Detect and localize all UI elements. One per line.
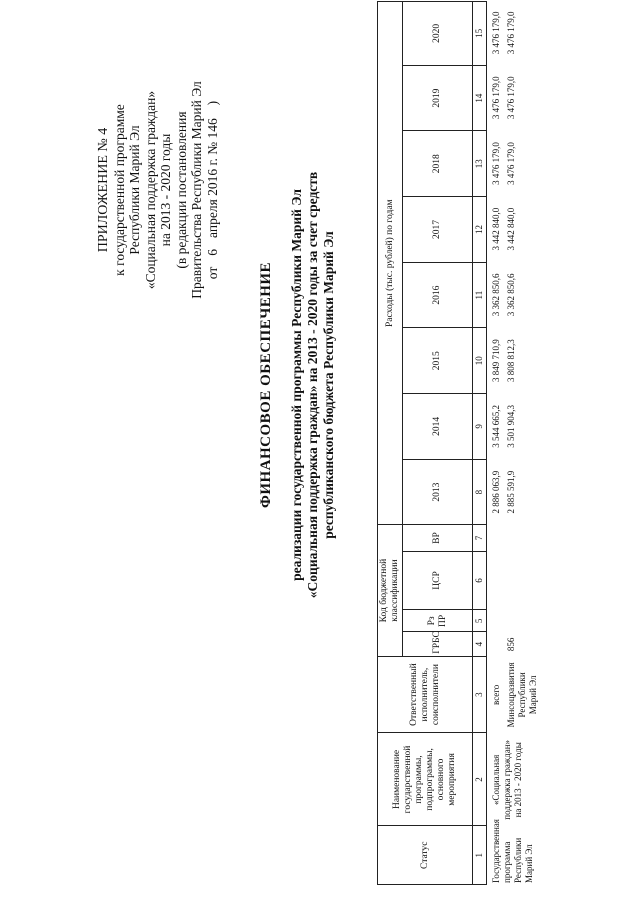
document-subtitle: республиканского бюджета Республики Марий Эл	[321, 231, 336, 539]
header-vr: ВР	[403, 525, 473, 551]
value-total-2015: 3 849 710,9	[491, 339, 501, 383]
col-number: 1	[473, 826, 487, 885]
col-number: 8	[473, 459, 487, 525]
header-budget-code: Код бюджетной классификации	[378, 525, 403, 656]
value-total-2020: 3 476 179,0	[491, 11, 501, 55]
row-name: «Социальная поддержка граждан» на 2013 - 2020 годы	[491, 739, 523, 820]
value-exec-2017: 3 442 840,0	[506, 207, 516, 251]
value-total-2016: 3 362 850,6	[491, 273, 501, 317]
value-exec-2020: 3 476 179,0	[506, 11, 516, 55]
appendix-line: Правительства Республики Марий Эл	[189, 81, 204, 299]
header-status: Статус	[378, 826, 473, 885]
document-subtitle: реализации государственной программы Республики Марий Эл	[289, 189, 304, 581]
table-row	[489, 1, 504, 885]
appendix-date-line	[205, 30, 221, 350]
header-year-2017: 2017	[403, 197, 473, 263]
row-grbs: 856	[506, 637, 516, 652]
appendix-line: «Социальная поддержка граждан»	[142, 90, 158, 290]
value-exec-2014: 3 501 904,3	[506, 405, 516, 448]
header-grbs: ГРБС	[403, 632, 473, 656]
col-number: 10	[473, 328, 487, 394]
document-title: ФИНАНСОВОЕ ОБЕСПЕЧЕНИЕ	[258, 261, 274, 509]
value-exec-2015: 3 808 812,3	[506, 339, 516, 383]
col-number: 13	[473, 131, 487, 197]
date-close: )	[204, 100, 220, 106]
appendix-line: Республики Марий Эл	[127, 125, 142, 255]
header-year-2018: 2018	[403, 131, 473, 197]
value-exec-2013: 2 885 591,9	[506, 470, 516, 514]
date-prefix: от	[204, 266, 220, 280]
document-subtitle: «Социальная поддержка граждан» на 2013 - 2020 годы за счет средств	[305, 171, 320, 599]
appendix-line: (в редакции постановления	[173, 111, 189, 269]
header-year-2015: 2015	[403, 328, 473, 394]
header-csr: ЦСР	[403, 551, 473, 610]
col-number: 2	[473, 733, 487, 826]
value-exec-2019: 3 476 179,0	[506, 76, 516, 120]
appendix-number: ПРИЛОЖЕНИЕ № 4	[96, 127, 111, 253]
header-name: Наименование государственной программы, подпрограммы, основного мероприятия	[378, 733, 473, 826]
col-number: 14	[473, 65, 487, 131]
value-exec-2016: 3 362 850,6	[506, 273, 516, 317]
appendix-block	[96, 30, 220, 350]
col-number: 12	[473, 197, 487, 263]
value-exec-2018: 3 476 179,0	[506, 142, 516, 185]
value-total-2017: 3 442 840,0	[491, 207, 501, 251]
row-executor-total: всего	[491, 684, 501, 705]
col-number: 11	[473, 262, 487, 328]
header-rzpr: Рз ПР	[403, 610, 473, 632]
col-number: 3	[473, 656, 487, 733]
finance-table-header	[377, 1, 487, 885]
value-total-2013: 2 886 063,9	[491, 470, 501, 514]
date-rest: апреля 2016 г. №	[204, 141, 220, 238]
header-year-2016: 2016	[403, 262, 473, 328]
header-year-2014: 2014	[403, 394, 473, 460]
col-number: 6	[473, 551, 487, 610]
header-year-2013: 2013	[403, 459, 473, 525]
value-total-2018: 3 476 179,0	[491, 142, 501, 185]
header-expenses: Расходы (тыс. рублей) по годам	[378, 2, 403, 525]
row-status: Государственная программа Республики Марий Эл	[491, 819, 534, 883]
col-number: 5	[473, 610, 487, 632]
appendix-line: к государственной программе	[111, 104, 127, 276]
date-number: 146	[204, 118, 220, 139]
document-heading	[258, 135, 337, 635]
header-executor: Ответственный исполнитель, соисполнители	[378, 656, 473, 733]
header-year-2020: 2020	[403, 2, 473, 66]
col-number: 15	[473, 2, 487, 66]
col-number: 4	[473, 632, 487, 656]
value-total-2014: 3 544 665,2	[491, 405, 501, 448]
date-day: 6	[204, 248, 220, 256]
value-total-2019: 3 476 179,0	[491, 76, 501, 120]
col-number: 7	[473, 525, 487, 551]
col-number: 9	[473, 394, 487, 460]
row-executor: Минсоцразвития Республики Марий Эл	[506, 662, 538, 728]
appendix-line: на 2013 - 2020 годы	[158, 133, 173, 247]
header-year-2019: 2019	[403, 65, 473, 131]
finance-table-body	[489, 1, 541, 885]
